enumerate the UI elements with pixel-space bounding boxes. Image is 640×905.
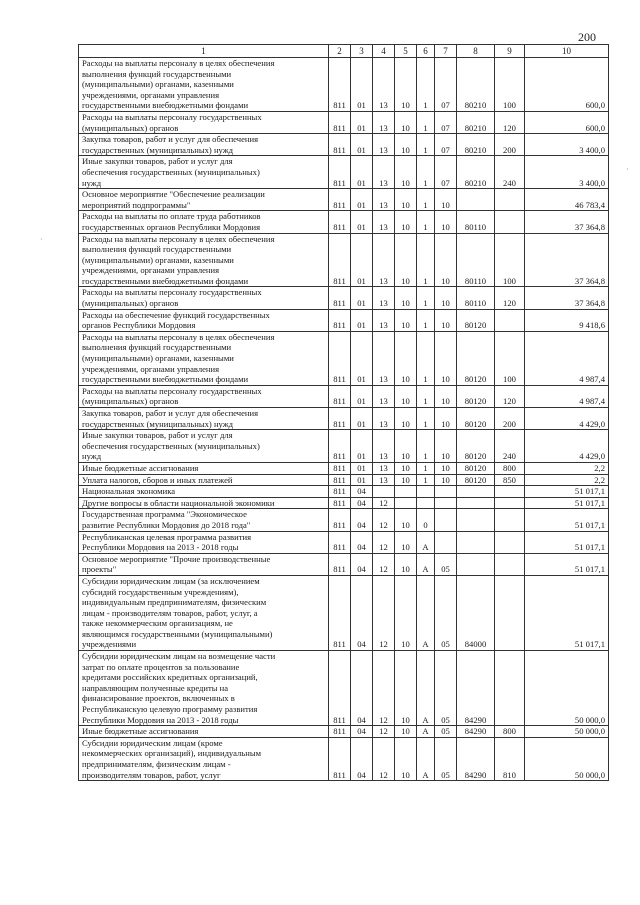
code-cell-c6: 1 [417, 385, 435, 407]
code-cell-c3: 01 [351, 134, 373, 156]
code-cell-c8 [457, 509, 495, 531]
code-cell-c2: 811 [329, 737, 351, 780]
code-cell-c2: 811 [329, 726, 351, 738]
code-cell-c6: 1 [417, 331, 435, 385]
code-cell-c8: 80120 [457, 331, 495, 385]
table-row [79, 156, 609, 189]
table-row [79, 486, 609, 498]
code-cell-c4: 13 [373, 156, 395, 189]
code-cell-c5: 10 [395, 156, 417, 189]
code-cell-c9: 240 [495, 430, 525, 463]
row-name: Национальная экономика [79, 486, 329, 498]
code-cell-c4: 12 [373, 497, 395, 509]
code-cell-c6: 1 [417, 134, 435, 156]
code-cell-c3: 01 [351, 474, 373, 486]
code-cell-c2: 811 [329, 408, 351, 430]
code-cell-c7: 10 [435, 211, 457, 233]
code-cell-c8 [457, 497, 495, 509]
code-cell-c9: 800 [495, 726, 525, 738]
code-cell-c9: 200 [495, 134, 525, 156]
row-name: Государственная программа "Экономическое развитие Республики Мордовия до 2018 года" [79, 509, 329, 531]
code-cell-c6: 1 [417, 408, 435, 430]
code-cell-c5: 10 [395, 385, 417, 407]
code-cell-c9: 240 [495, 156, 525, 189]
header-row [79, 45, 609, 58]
table-body [79, 58, 609, 781]
code-cell-c6: 1 [417, 287, 435, 309]
code-cell-c9 [495, 509, 525, 531]
code-cell-c7: 10 [435, 430, 457, 463]
row-name: Расходы на выплаты персоналу государственных (муниципальных) органов [79, 385, 329, 407]
code-cell-c7: 05 [435, 651, 457, 726]
code-cell-c5: 10 [395, 462, 417, 474]
code-cell-c7: 07 [435, 58, 457, 112]
code-cell-c7 [435, 531, 457, 553]
table-row [79, 134, 609, 156]
code-cell-c2: 811 [329, 233, 351, 287]
code-cell-c7: 10 [435, 189, 457, 211]
row-name: Основное мероприятие "Прочие производственные проекты" [79, 553, 329, 575]
header-cell: 7 [435, 45, 457, 58]
code-cell-c8: 80120 [457, 430, 495, 463]
header-cell: 10 [525, 45, 609, 58]
code-cell-c2: 811 [329, 575, 351, 650]
code-cell-c9: 120 [495, 385, 525, 407]
code-cell-c7: 05 [435, 575, 457, 650]
code-cell-c3: 01 [351, 430, 373, 463]
code-cell-c6: 1 [417, 58, 435, 112]
code-cell-c3: 01 [351, 287, 373, 309]
amount-cell: 50 000,0 [525, 651, 609, 726]
code-cell-c3: 01 [351, 111, 373, 133]
code-cell-c7: 07 [435, 111, 457, 133]
code-cell-c6: 1 [417, 233, 435, 287]
code-cell-c9 [495, 486, 525, 498]
code-cell-c7: 05 [435, 726, 457, 738]
code-cell-c5: 10 [395, 287, 417, 309]
code-cell-c8: 84290 [457, 651, 495, 726]
code-cell-c8: 80120 [457, 408, 495, 430]
code-cell-c6: 0 [417, 509, 435, 531]
code-cell-c8: 80120 [457, 309, 495, 331]
code-cell-c3: 01 [351, 58, 373, 112]
code-cell-c5: 10 [395, 408, 417, 430]
code-cell-c6: 1 [417, 474, 435, 486]
row-name: Субсидии юридическим лицам (кроме некоммерческих организаций), индивидуальным предпринимателям, физическим лицам - производителям товаров, работ, услуг [79, 737, 329, 780]
code-cell-c3: 01 [351, 462, 373, 474]
amount-cell: 3 400,0 [525, 134, 609, 156]
header-cell: 1 [79, 45, 329, 58]
code-cell-c2: 811 [329, 385, 351, 407]
code-cell-c4: 13 [373, 233, 395, 287]
code-cell-c9 [495, 553, 525, 575]
amount-cell: 51 017,1 [525, 553, 609, 575]
amount-cell: 4 429,0 [525, 408, 609, 430]
code-cell-c7: 10 [435, 462, 457, 474]
code-cell-c4: 12 [373, 726, 395, 738]
code-cell-c2: 811 [329, 486, 351, 498]
code-cell-c4: 12 [373, 651, 395, 726]
row-name: Другие вопросы в области национальной экономики [79, 497, 329, 509]
code-cell-c3: 04 [351, 726, 373, 738]
table-row [79, 726, 609, 738]
code-cell-c4: 12 [373, 553, 395, 575]
code-cell-c2: 811 [329, 211, 351, 233]
code-cell-c6: А [417, 553, 435, 575]
code-cell-c3: 01 [351, 331, 373, 385]
amount-cell: 2,2 [525, 474, 609, 486]
row-name: Иные бюджетные ассигнования [79, 726, 329, 738]
table-row [79, 287, 609, 309]
code-cell-c8: 80120 [457, 462, 495, 474]
code-cell-c6: А [417, 531, 435, 553]
code-cell-c8 [457, 486, 495, 498]
code-cell-c9: 800 [495, 462, 525, 474]
table-row [79, 474, 609, 486]
code-cell-c4: 13 [373, 430, 395, 463]
amount-cell: 600,0 [525, 58, 609, 112]
amount-cell: 51 017,1 [525, 509, 609, 531]
code-cell-c2: 811 [329, 531, 351, 553]
code-cell-c8 [457, 531, 495, 553]
header-cell: 3 [351, 45, 373, 58]
code-cell-c9: 850 [495, 474, 525, 486]
code-cell-c3: 04 [351, 651, 373, 726]
code-cell-c4: 13 [373, 309, 395, 331]
table-row [79, 462, 609, 474]
row-name: Расходы на выплаты по оплате труда работников государственных органов Республики Мордовия [79, 211, 329, 233]
code-cell-c2: 811 [329, 309, 351, 331]
header-cell: 6 [417, 45, 435, 58]
table-row [79, 575, 609, 650]
code-cell-c7: 10 [435, 474, 457, 486]
code-cell-c7: 05 [435, 553, 457, 575]
code-cell-c4: 12 [373, 531, 395, 553]
code-cell-c5: 10 [395, 430, 417, 463]
code-cell-c8: 80210 [457, 111, 495, 133]
code-cell-c2: 811 [329, 497, 351, 509]
row-name: Республиканская целевая программа развития Республики Мордовия на 2013 - 2018 годы [79, 531, 329, 553]
code-cell-c9: 100 [495, 233, 525, 287]
table-row [79, 531, 609, 553]
code-cell-c9 [495, 651, 525, 726]
code-cell-c5: 10 [395, 233, 417, 287]
code-cell-c6: А [417, 737, 435, 780]
row-name: Расходы на выплаты персоналу в целях обеспечения выполнения функций государственными (муниципальными) органами, казенными учреждениями, органами управления государственными внебюджетными фондами [79, 233, 329, 287]
budget-table [78, 44, 609, 781]
row-name: Расходы на выплаты персоналу в целях обеспечения выполнения функций государственными (муниципальными) органами, казенными учреждениями, органами управления государственными внебюджетными фондами [79, 331, 329, 385]
code-cell-c6 [417, 497, 435, 509]
code-cell-c8: 80110 [457, 233, 495, 287]
row-name: Субсидии юридическим лицам (за исключением субсидий государственным учреждениям), индивидуальным предпринимателям, физическим лицам - производителям товаров, работ, услуг, а также некоммерческим организациям, не являющимся государственными (муниципальными) учреждениями [79, 575, 329, 650]
amount-cell: 51 017,1 [525, 486, 609, 498]
code-cell-c6: 1 [417, 211, 435, 233]
row-name: Закупка товаров, работ и услуг для обеспечения государственных (муниципальных) нужд [79, 134, 329, 156]
code-cell-c2: 811 [329, 553, 351, 575]
row-name: Закупка товаров, работ и услуг для обеспечения государственных (муниципальных) нужд [79, 408, 329, 430]
code-cell-c5: 10 [395, 726, 417, 738]
table-row [79, 497, 609, 509]
code-cell-c9: 100 [495, 331, 525, 385]
row-name: Расходы на обеспечение функций государственных органов Республики Мордовия [79, 309, 329, 331]
code-cell-c5: 10 [395, 575, 417, 650]
amount-cell: 46 783,4 [525, 189, 609, 211]
row-name: Иные закупки товаров, работ и услуг для обеспечения государственных (муниципальных) нужд [79, 430, 329, 463]
code-cell-c6: А [417, 575, 435, 650]
code-cell-c7: 10 [435, 331, 457, 385]
code-cell-c5: 10 [395, 331, 417, 385]
header-cell: 4 [373, 45, 395, 58]
code-cell-c8: 80120 [457, 474, 495, 486]
code-cell-c7: 07 [435, 134, 457, 156]
table-row [79, 58, 609, 112]
table-row [79, 737, 609, 780]
amount-cell: 3 400,0 [525, 156, 609, 189]
code-cell-c7 [435, 497, 457, 509]
row-name: Иные закупки товаров, работ и услуг для обеспечения государственных (муниципальных) нужд [79, 156, 329, 189]
code-cell-c9 [495, 211, 525, 233]
header-cell: 8 [457, 45, 495, 58]
code-cell-c5: 10 [395, 737, 417, 780]
code-cell-c8: 80110 [457, 211, 495, 233]
row-name: Субсидии юридическим лицам на возмещение части затрат по оплате процентов за пользование кредитами российских кредитных организаций, направляющим полученные кредиты на финансирование проектов, включенных в Республиканскую целевую программу развития Республики Мордовия на 2013 - 2018 годы [79, 651, 329, 726]
table-row [79, 331, 609, 385]
table-row [79, 189, 609, 211]
code-cell-c2: 811 [329, 462, 351, 474]
code-cell-c3: 04 [351, 497, 373, 509]
code-cell-c6: А [417, 651, 435, 726]
code-cell-c6: 1 [417, 189, 435, 211]
code-cell-c3: 04 [351, 531, 373, 553]
amount-cell: 4 987,4 [525, 385, 609, 407]
amount-cell: 50 000,0 [525, 737, 609, 780]
code-cell-c5 [395, 497, 417, 509]
code-cell-c8: 84290 [457, 726, 495, 738]
code-cell-c5: 10 [395, 531, 417, 553]
row-name: Основное мероприятие "Обеспечение реализации мероприятий подпрограммы" [79, 189, 329, 211]
code-cell-c7: 10 [435, 233, 457, 287]
amount-cell: 4 429,0 [525, 430, 609, 463]
code-cell-c9 [495, 309, 525, 331]
amount-cell: 51 017,1 [525, 531, 609, 553]
code-cell-c5: 10 [395, 509, 417, 531]
code-cell-c5: 10 [395, 134, 417, 156]
code-cell-c2: 811 [329, 111, 351, 133]
code-cell-c5: 10 [395, 189, 417, 211]
code-cell-c2: 811 [329, 474, 351, 486]
code-cell-c8: 84000 [457, 575, 495, 650]
code-cell-c5: 10 [395, 651, 417, 726]
amount-cell: 50 000,0 [525, 726, 609, 738]
code-cell-c5: 10 [395, 58, 417, 112]
code-cell-c3: 04 [351, 737, 373, 780]
table-row [79, 211, 609, 233]
code-cell-c3: 01 [351, 233, 373, 287]
code-cell-c5: 10 [395, 309, 417, 331]
code-cell-c3: 01 [351, 408, 373, 430]
code-cell-c8: 80110 [457, 287, 495, 309]
code-cell-c4: 13 [373, 474, 395, 486]
code-cell-c2: 811 [329, 287, 351, 309]
table-row [79, 408, 609, 430]
amount-cell: 37 364,8 [525, 233, 609, 287]
code-cell-c7: 10 [435, 309, 457, 331]
code-cell-c5: 10 [395, 474, 417, 486]
row-name: Иные бюджетные ассигнования [79, 462, 329, 474]
amount-cell: 600,0 [525, 111, 609, 133]
code-cell-c7: 10 [435, 287, 457, 309]
amount-cell: 51 017,1 [525, 497, 609, 509]
code-cell-c7: 07 [435, 156, 457, 189]
code-cell-c7: 10 [435, 408, 457, 430]
amount-cell: 4 987,4 [525, 331, 609, 385]
code-cell-c2: 811 [329, 189, 351, 211]
row-name: Расходы на выплаты персоналу государственных (муниципальных) органов [79, 111, 329, 133]
code-cell-c4 [373, 486, 395, 498]
code-cell-c2: 811 [329, 651, 351, 726]
code-cell-c8: 84290 [457, 737, 495, 780]
code-cell-c5: 10 [395, 553, 417, 575]
table-row [79, 509, 609, 531]
row-name: Расходы на выплаты персоналу государственных (муниципальных) органов [79, 287, 329, 309]
code-cell-c4: 13 [373, 134, 395, 156]
code-cell-c4: 12 [373, 575, 395, 650]
amount-cell: 37 364,8 [525, 211, 609, 233]
amount-cell: 51 017,1 [525, 575, 609, 650]
code-cell-c6: 1 [417, 309, 435, 331]
code-cell-c8: 80210 [457, 58, 495, 112]
code-cell-c2: 811 [329, 430, 351, 463]
amount-cell: 37 364,8 [525, 287, 609, 309]
code-cell-c9: 120 [495, 287, 525, 309]
code-cell-c3: 04 [351, 509, 373, 531]
code-cell-c2: 811 [329, 509, 351, 531]
code-cell-c5: 10 [395, 111, 417, 133]
code-cell-c8: 80210 [457, 134, 495, 156]
code-cell-c4: 13 [373, 408, 395, 430]
code-cell-c9: 810 [495, 737, 525, 780]
code-cell-c7: 05 [435, 737, 457, 780]
scan-mark: · [40, 235, 43, 244]
code-cell-c9 [495, 189, 525, 211]
code-cell-c3: 01 [351, 211, 373, 233]
code-cell-c9: 200 [495, 408, 525, 430]
table-row [79, 111, 609, 133]
amount-cell: 2,2 [525, 462, 609, 474]
code-cell-c2: 811 [329, 58, 351, 112]
code-cell-c4: 13 [373, 189, 395, 211]
code-cell-c5 [395, 486, 417, 498]
code-cell-c2: 811 [329, 134, 351, 156]
code-cell-c9: 120 [495, 111, 525, 133]
code-cell-c7 [435, 486, 457, 498]
code-cell-c3: 04 [351, 486, 373, 498]
code-cell-c6: 1 [417, 462, 435, 474]
code-cell-c3: 01 [351, 189, 373, 211]
code-cell-c6 [417, 486, 435, 498]
code-cell-c4: 12 [373, 737, 395, 780]
code-cell-c5: 10 [395, 211, 417, 233]
code-cell-c6: 1 [417, 430, 435, 463]
row-name: Уплата налогов, сборов и иных платежей [79, 474, 329, 486]
row-name: Расходы на выплаты персоналу в целях обеспечения выполнения функций государственными (муниципальными) органами, казенными учреждениями, органами управления государственными внебюджетными фондами [79, 58, 329, 112]
code-cell-c4: 13 [373, 58, 395, 112]
code-cell-c8: 80120 [457, 385, 495, 407]
code-cell-c6: 1 [417, 156, 435, 189]
table-row [79, 430, 609, 463]
code-cell-c6: 1 [417, 111, 435, 133]
code-cell-c8 [457, 553, 495, 575]
code-cell-c3: 01 [351, 309, 373, 331]
code-cell-c2: 811 [329, 331, 351, 385]
header-cell: 2 [329, 45, 351, 58]
table-row [79, 553, 609, 575]
code-cell-c4: 13 [373, 385, 395, 407]
header-cell: 5 [395, 45, 417, 58]
code-cell-c3: 01 [351, 156, 373, 189]
code-cell-c6: А [417, 726, 435, 738]
table-row [79, 233, 609, 287]
header-cell: 9 [495, 45, 525, 58]
code-cell-c7: 10 [435, 385, 457, 407]
amount-cell: 9 418,6 [525, 309, 609, 331]
code-cell-c4: 13 [373, 462, 395, 474]
table-row [79, 651, 609, 726]
code-cell-c3: 04 [351, 575, 373, 650]
code-cell-c8: 80210 [457, 156, 495, 189]
code-cell-c9 [495, 497, 525, 509]
code-cell-c9 [495, 531, 525, 553]
code-cell-c9: 100 [495, 58, 525, 112]
code-cell-c8 [457, 189, 495, 211]
code-cell-c4: 13 [373, 287, 395, 309]
code-cell-c4: 13 [373, 111, 395, 133]
code-cell-c9 [495, 575, 525, 650]
code-cell-c4: 13 [373, 211, 395, 233]
table-row [79, 385, 609, 407]
code-cell-c4: 13 [373, 331, 395, 385]
code-cell-c4: 12 [373, 509, 395, 531]
code-cell-c3: 04 [351, 553, 373, 575]
code-cell-c3: 01 [351, 385, 373, 407]
code-cell-c7 [435, 509, 457, 531]
scan-mark: · [626, 165, 629, 174]
page-number: 200 [578, 30, 596, 44]
code-cell-c2: 811 [329, 156, 351, 189]
table-row [79, 309, 609, 331]
